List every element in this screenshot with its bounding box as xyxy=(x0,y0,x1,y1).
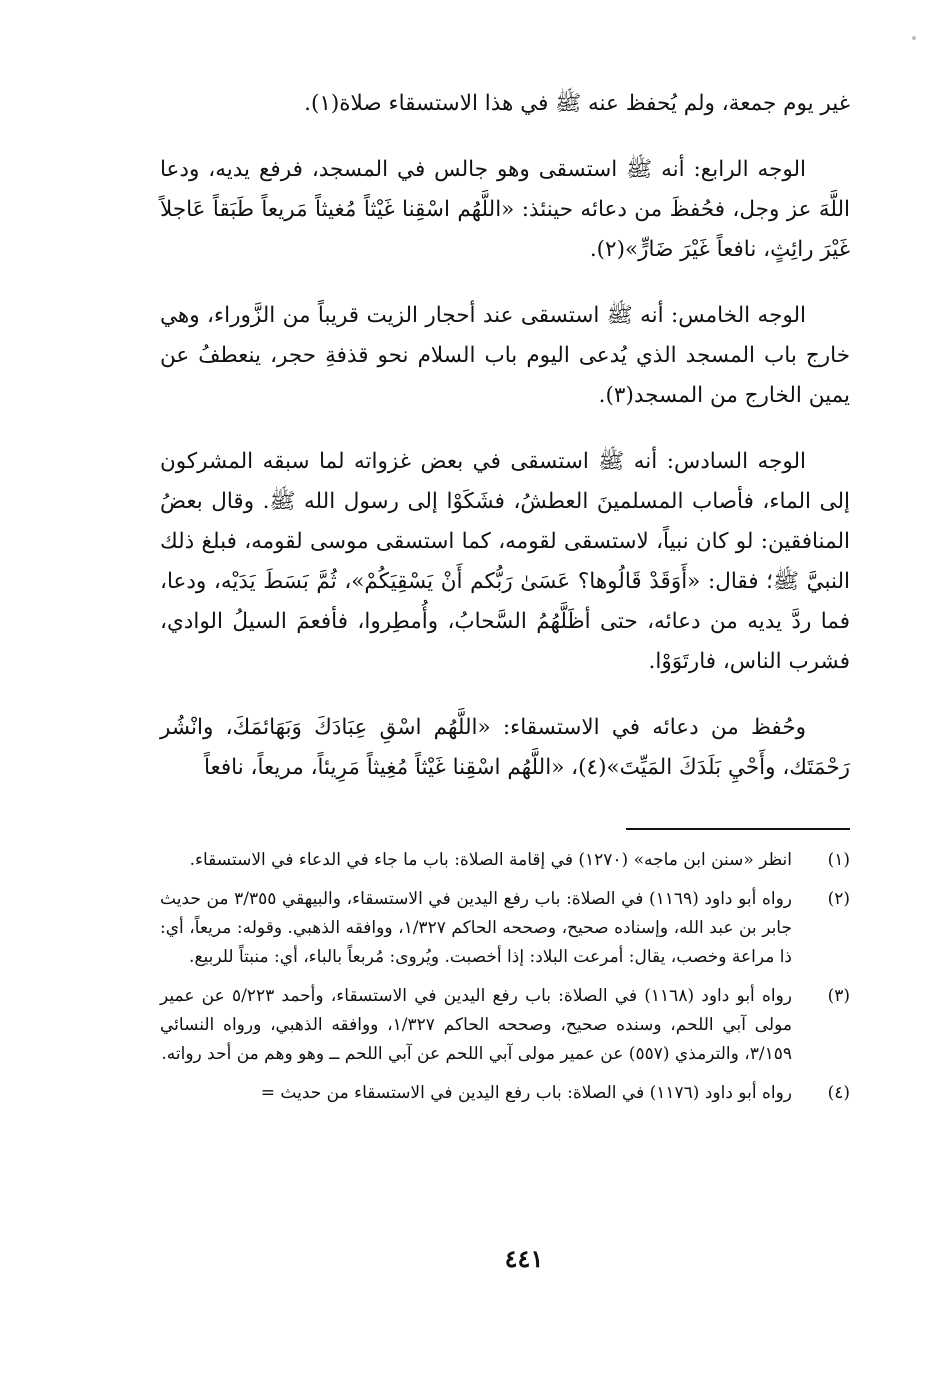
footnote-number: (٤) xyxy=(827,1083,850,1103)
footnote-text: رواه أبو داود (١١٦٩) في الصلاة: باب رفع اليدين في الاستسقاء، والبيهقي ٣/٣٥٥ من حديث جابر بن عبد الله، وإسناده صحيح، وصححه الحاكم ١/٣٢٧، ووافقه الذهبي. وقوله: مريعاً، أي: ذا مراعة وخصب، يقال: أمرعت البلاد: إذا أخصبت. ويُروى: مُربعاً بالباء، أي: منبتاً للربيع. xyxy=(160,889,793,967)
footnote-number: (١) xyxy=(827,850,850,870)
scan-speck xyxy=(912,36,916,40)
footnote-separator xyxy=(626,828,850,830)
main-text xyxy=(160,84,850,814)
footnote-text: انظر «سنن ابن ماجه» (١٢٧٠) في إقامة الصلاة: باب ما جاء في الدعاء في الاستسقاء. xyxy=(189,850,792,870)
footnote-text: رواه أبو داود (١١٦٨) في الصلاة: باب رفع اليدين في الاستسقاء، وأحمد ٥/٢٢٣ عن عمير مولى آبي اللحم، وسنده صحيح، وصححه الحاكم ١/٣٢٧، ووافقه الذهبي، ورواه النسائي ٣/١٥٩، والترمذي (٥٥٧) عن عمير مولى آبي اللحم عن آبي اللحم ــ وهو وهم من أحد رواته. xyxy=(160,986,793,1064)
page-number: ٤٤١ xyxy=(504,1244,544,1273)
footnote-item xyxy=(160,982,850,1069)
footnote-number: (٣) xyxy=(827,986,850,1006)
paragraph-prayer: وحُفظ من دعائه في الاستسقاء: «اللَّهُم اسْقِ عِبَادَكَ وَبَهَائمَكَ، وانْشُر رَحْمَتَك، وأَحْيِ بَلَدَكَ المَيِّتَ»(٤)، «اللَّهُم اسْقِنا غَيْثاً مُغِيثاً مَرِيئاً، مريعاً، نافعاً xyxy=(160,715,850,780)
paragraph-continuation: غير يوم جمعة، ولم يُحفظ عنه ﷺ في هذا الاستسقاء صلاة(١). xyxy=(304,91,850,116)
footnote-item xyxy=(160,1079,850,1108)
paragraph-sixth-way: الوجه السادس: أنه ﷺ استسقى في بعض غزواته لما سبقه المشركون إلى الماء، فأصاب المسلمينَ العطشُ، فشَكَوْا إلى رسول الله ﷺ. وقال بعضُ المنافقين: لو كان نبياً، لاستسقى لقومه، كما استسقى موسى لقومه، فبلغ ذلك النبيَّ ﷺ؛ فقال: «أَوَقَدْ قَالُوها؟ عَسَىٰ رَبُّكم أَنْ يَسْقِيَكُمْ»، ثُمَّ بَسَطَ يَدَيْه، ودعا، فما ردَّ يديه من دعائه، حتى أظَلَّهُمُ السَّحابُ، وأُمطِروا، فأفعمَ السيلُ الوادي، فشرب الناس، فارتَوَوْا. xyxy=(160,449,850,674)
footnote-item xyxy=(160,885,850,972)
paragraph-fifth-way: الوجه الخامس: أنه ﷺ استسقى عند أحجار الزيت قريباً من الزَّوراء، وهي خارج باب المسجد الذي يُدعى اليوم باب السلام نحو قذفةِ حجر، ينعطفُ عن يمين الخارج من المسجد(٣). xyxy=(160,303,850,408)
footnote-number: (٢) xyxy=(827,889,850,909)
footnote-item xyxy=(160,846,850,875)
footnote-text: رواه أبو داود (١١٧٦) في الصلاة: باب رفع اليدين في الاستسقاء من حديث = xyxy=(260,1083,792,1103)
paragraph-fourth-way: الوجه الرابع: أنه ﷺ استسقى وهو جالس في المسجد، فرفع يديه، ودعا اللَّهَ عز وجل، فحُفظَ من دعائه حينئذ: «اللَّهُم اسْقِنا غَيْثاً مُغيثاً مَريعاً طَبَقاً عَاجلاً غَيْرَ رائِثٍ، نافعاً غَيْرَ ضَارٍّ»(٢). xyxy=(160,157,850,262)
footnotes xyxy=(160,846,850,1118)
